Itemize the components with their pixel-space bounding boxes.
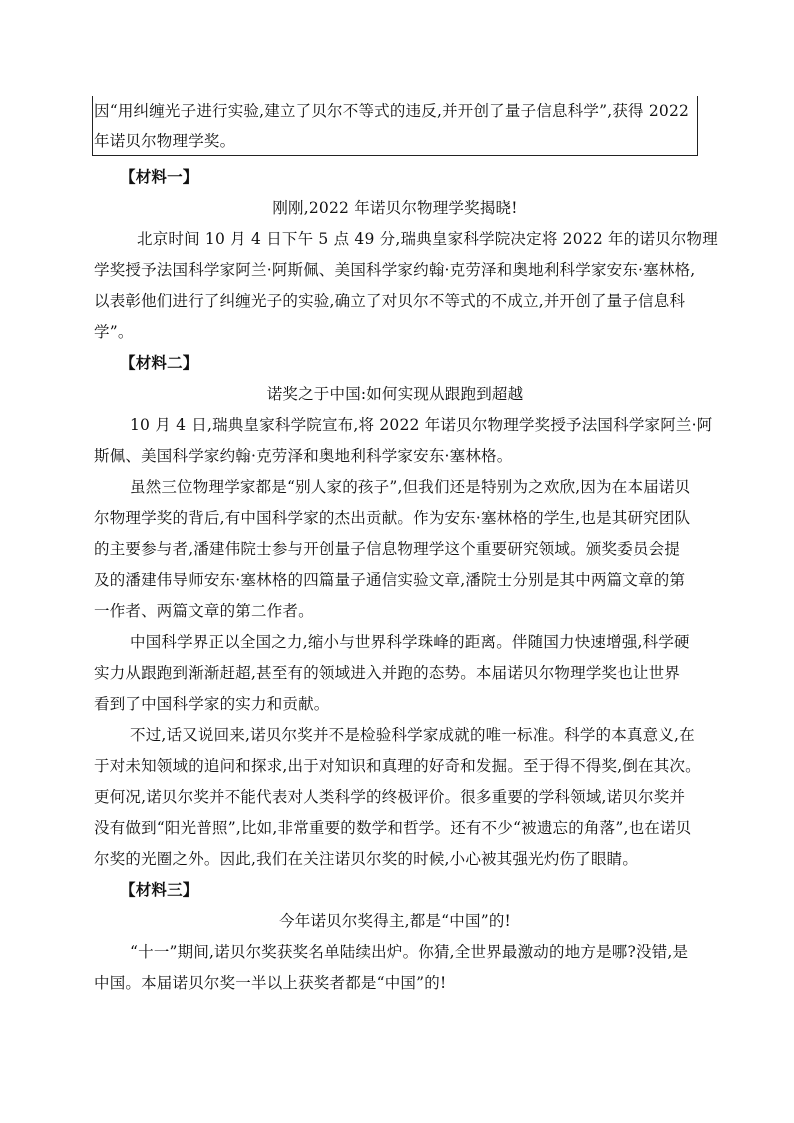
paragraph-line: 一作者、两篇文章的第二作者。 [94, 602, 314, 620]
paragraph-line: 10 月 4 日,瑞典皇家科学院宣布,将 2022 年诺贝尔物理学奖授予法国科学家阿兰·阿 [130, 416, 713, 434]
paragraph-line: 虽然三位物理学家都是“别人家的孩子”,但我们还是特别为之欢欣,因为在本届诺贝 [130, 478, 691, 496]
paragraph-line: 北京时间 10 月 4 日下午 5 点 49 分,瑞典皇家科学院决定将 2022 年的诺贝尔物理 [137, 230, 718, 248]
paragraph-line: 斯佩、美国科学家约翰·克劳泽和奥地利科学家安东·塞林格。 [94, 447, 513, 465]
boxed-line-2: 年诺贝尔物理学奖。 [94, 132, 236, 150]
material2-title: 诺奖之于中国:如何实现从跟跑到超越 [266, 385, 524, 403]
paragraph-line: 不过,话又说回来,诺贝尔奖并不是检验科学家成就的唯一标准。科学的本真意义,在 [130, 726, 695, 744]
paragraph-line: 实力从跟跑到渐渐赶超,甚至有的领域进入并跑的态势。本届诺贝尔物理学奖也让世界 [94, 664, 681, 682]
paragraph-line: 看到了中国科学家的实力和贡献。 [94, 695, 330, 713]
paragraph-line: 中国科学界正以全国之力,缩小与世界科学珠峰的距离。伴随国力快速增强,科学硬 [130, 633, 690, 651]
paragraph-line: 没有做到“阳光普照”,比如,非常重要的数学和哲学。还有不少“被遗忘的角落”,也在诺贝 [94, 819, 692, 837]
paragraph-line: 学奖授予法国科学家阿兰·阿斯佩、美国科学家约翰·克劳泽和奥地利科学家安东·塞林格, [94, 261, 696, 279]
paragraph-line: 尔奖的光圈之外。因此,我们在关注诺贝尔奖的时候,小心被其强光灼伤了眼睛。 [94, 850, 639, 868]
material3-title: 今年诺贝尔奖得主,都是“中国”的! [279, 912, 511, 930]
material2-label: 【材料二】 [120, 353, 199, 372]
paragraph-line: 尔物理学奖的背后,有中国科学家的杰出贡献。作为安东·塞林格的学生,也是其研究团队 [94, 509, 691, 527]
paragraph-line: 及的潘建伟导师安东·塞林格的四篇量子通信实验文章,潘院士分别是其中两篇文章的第 [94, 571, 686, 589]
paragraph-line: 以表彰他们进行了纠缠光子的实验,确立了对贝尔不等式的不成立,并开创了量子信息科 [94, 292, 686, 310]
material3-label: 【材料三】 [120, 880, 199, 899]
paragraph-line: 于对未知领域的追问和探求,出于对知识和真理的好奇和发掘。至于得不得奖,倒在其次。 [94, 757, 701, 775]
material1-label: 【材料一】 [120, 167, 199, 186]
paragraph-line: 学”。 [94, 323, 134, 341]
paragraph-line: 中国。本届诺贝尔奖一半以上获奖者都是“中国”的! [94, 974, 447, 992]
paragraph-line: 的主要参与者,潘建伟院士参与开创量子信息物理学这个重要研究领域。颁奖委员会提 [94, 540, 681, 558]
material1-title: 刚刚,2022 年诺贝尔物理学奖揭晓! [272, 199, 518, 217]
paragraph-line: 更何况,诺贝尔奖并不能代表对人类科学的终极评价。很多重要的学科领域,诺贝尔奖并 [94, 788, 686, 806]
paragraph-line: “十一”期间,诺贝尔奖获奖名单陆续出炉。你猜,全世界最激动的地方是哪?没错,是 [130, 943, 689, 961]
boxed-line-1: 因“用纠缠光子进行实验,建立了贝尔不等式的违反,并开创了量子信息科学”,获得 2022 [94, 102, 690, 120]
